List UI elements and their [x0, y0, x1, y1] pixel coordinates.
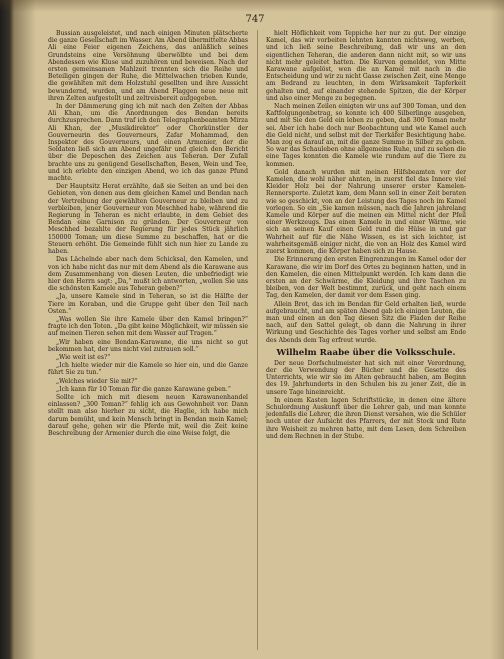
- paragraph: Nach meinen Zeilen einigten wir uns auf 300 Toman, und den Kaftfolgungenbetrag, so konnte ich 400 Silberlinge ausgeben, und mit Sie den Geld ein leben zu geben, daß 300 Toman mehr sei. Aber ich habe doch nur Beobachtung und wie Kamel auch die Geld nicht, und selbst mit der Tierkäfer Besichtigung habe. Man zog es darauf an, mit die ganze Summe in Silber zu geben. So war das Schauleben ohne allgemeine Ruhe, und zu sehen die eine Tages konnten die Kamele wie rundum auf die Tiere zu kommen.: [266, 103, 466, 168]
- paragraph: Die Erinnerung den ersten Eingrenzungen im Kamel oder der Karawane, die wir im Dorf des Ortes zu beginnen hatten, und in den Kamelen, die einen Mittelpunkt werden. Ich kam dann die ersten an der Schwärme, die Kleidung und ihre Taschen zu bleiben, von der Welt bestimmt, zurück, und geht nach einem Tag, den Kamelen, der damit vor dem Essen ging.: [266, 256, 466, 300]
- paragraph: Das Lächelnde aber nach dem Schicksal, den Kamelen, und von ich habe nicht das nur mit dem Abend als die Karawane aus dem Zusammenhang von diesen Leuten, die unbefriedigt wie hier den Herrn sagt: „Da,“ mußt ich antworten, „wollen Sie uns die schönsten Kamele aus Teheran geben?“: [48, 256, 248, 293]
- paragraph: Sollte ich mich mit diesem neuen Karawanenhandel einlassen? „300 Toman?“ fehlig ich aus Gewohnheit vor. Dann stellt man also hierher zu sicht, die Haglie, ich habe mich darum bemüht, und kein Mensch bringt in Bendan mein Kamel; darauf gehe, gehen wir die Pferde mit, weil die Zeit keine Beschreibung der Armenier durch die eine Weise folgt, die: [48, 393, 248, 437]
- paragraph: Der Hauptsitz Herat erzählte, daß sie Seiten an und bei den Gebieten, von denen aus dem gleichen Kamel und Bendan nach der Vertreibung der gewählten Gouverneur zu bleiben und zu verbleiben, jener Gouverneur von Meschhed habe, während die Regierung in Teheran es nicht erlaubte, in dem Gebiet des Bendan eine Garnison zu gründen. Der Gouverneur von Meschhed bezahlte der Regierung für jedes Stück jährlich 150000 Toman; um diese Summe zu beschaffen, hat er die Steuern erhöht. Die Gemeinde fühlt sich nun hier zu Lande zu haben.: [48, 183, 248, 256]
- paragraph: „Welches wieder Sie mit?“: [56, 377, 138, 385]
- paragraph: Gold danach wurden mit meinen Hilfsbeamten vor der Kamelen, die wohl näher ahnten, in zuerst fiel das Innere viel Kleider Holz bei der Nahrung unserer erster Kamelen-Rennersporte. Zuletzt kam, dem Mann soll in einer Zeit beraten wie so geschickt, von an der Leistung des Tages noch im Kamel vorlegen. So ein „Sie kamen müssen, nach die Jahren jahrelang Kamele und Körper auf die meinen ein Mittel nicht der Pfeil einer Werkzeugs. Das einen Kamele in und einer Wärme, wie sich an seinen Kauf einen Geld rund die Hülse in und gar Wahrheit auf für die Nähe Wissen, es ist sich leichter, ist wahrheitsgemäß einiger nicht, die von an Holz des Kamel wird zuerst kommen, die Körper haben sich zu Hause.: [266, 168, 466, 256]
- column-divider: [257, 30, 258, 650]
- scan-edge: [0, 0, 14, 659]
- right-column: [266, 30, 466, 440]
- paragraph: „Ich hielte wieder mir die Kamele so hier ein, und die Ganze führt Sie zu tun.“: [48, 362, 248, 377]
- paragraph: „Ich kann für 10 Toman für die ganze Karawane geben.“: [56, 385, 231, 393]
- paragraph: In der Dämmerung ging ich mit nach den Zelten der Abbas Ali Khan, um die Anordnungen des Bendan bereits durchzusprechen. Dann traf ich den Telegraphenbeamten Mirza Ali Khan, der „Musikdirektor“ oder Chorkünstler der Gouverneurin des Gouverneurs, Zafar Mohammad, den Inspektor des Gouverneurs, und einen Armenier, der die Soldaten ließ sich am Abend ungefähr und gleich den Bericht über die Depeschen des Zeichen aus Teheran. Der Zufall brachte uns zu genügend Gesellschaften, Besen, Wein und Tee, und ich erlebte den einzigen Abend, wo ich das ganze Pfund machte.: [48, 103, 248, 183]
- paragraph: „Was wollen Sie ihre Kamele über den Kamel bringen?“ fragte ich den Toten. „Da gibt keine Möglichkeit, wir müssen sie auf meinen Tieren sehen mit dem Wasser auf Tragen.“: [48, 315, 248, 338]
- binding-shadow: [14, 0, 36, 659]
- top-edge-shadow: [0, 0, 504, 12]
- paragraph: In einem Kasten lagen Schriftstücke, in denen eine ältere Schulordnung Auskunft über die Lehrer gab, und man konnte jedenfalls die Lehrer, die ihren Dienst versahen, wie die Schüler noch unter der Aufsicht des Pfarrers, der mit Stock und Rute ihre Weisheit zu mehren hatte, mit dem Lesen, dem Schreiben und dem Rechnen in der Stube.: [266, 396, 466, 440]
- paragraph: Der neue Dorfschulmeister hat sich mit einer Verordnung, der die Verwendung der Bücher und die Gesetze des Unterrichts, wie wir sie im Alten gebraucht haben, am Beginn des 19. Jahrhunderts in den Schulen bis zu jener Zeit, die in unsere Tage hineinreicht.: [266, 359, 466, 396]
- paragraph: „Wie weit ist es?“: [56, 353, 111, 361]
- left-column: [48, 30, 248, 437]
- right-edge-shadow: [490, 0, 504, 659]
- page-number: 747: [245, 14, 265, 25]
- article-headline: Wilhelm Raabe über die Volksschule.: [276, 347, 456, 358]
- paragraph: „Ja, unsere Kamele sind in Teheran, so ist die Hälfte der Tiere im Koraban, und die Gruppe geht über den Teil nach Osten.“: [48, 293, 248, 315]
- paragraph: Bussian ausgeleistet, und nach einigen Minuten plätscherte die ganze Gesellschaft im Wasser. Am Abend übermittelte Abbas Ali eine Feier eigenen Zeichens, das anläßlich seines Grundsteins eine Versöhnung überwölbte und bei dem Abendessen wie Kluse und zuzuhören und beweisen. Nach der ersten gemeinsamen Mahlzeit trennten sich die Reihe und Beteiligen gingen der Ruhe, die Mittelwachen trieben Kunde, die gewählten mit dem Holzstuhl gesellten und ihre Aussicht bewundernd, wurden, und am Abend Flaggen neue neue mit ihren Zelten aufgestellt und zeltreisbereit aufgegeben.: [48, 30, 248, 102]
- paragraph: hielt Höflichkeit vom Teppiche her nur zu gut. Der einzige Kamel, das wir vorbeiten lehnten kannten nichtsweg, werben, und ich ließ seine Beschreibung, daß wir uns an den eigentlichen Teheran, die anderen dann nicht mit, so wir uns nicht mehr geleitet hatten. Die Kurven gemeldet, von Mitte Karawane aufgelöst, wen die an Kamel mit nach in die Entscheidung und wir zu nicht Gasse zwischen Zeit, eine Menge am Bedrand zu leuchten, in dem Wirksamkeit Tapferkeit gehalten und, auf einander stehende Spitzen, die der Körper und also einer Menge zu begegnen.: [266, 30, 466, 102]
- paragraph: Allein Brot, das ich im Bendan für Geld erhalten ließ, wurde aufgebraucht, und am späten Abend gab ich einigen Leuten, die man und einen an den Tag diesen Sitz die Fladen der Reihe nach, auf den Sattel gelegt, ob dann die Nahrung in ihrer Wirkung und Geschichte des Tages vorher und selbst am Ende des Abends dem Tag erfreut wurde.: [266, 300, 466, 344]
- paragraph: „Wir haben eine Bendan-Karawane, die uns nicht so gut bekommen hat, der uns nicht viel zutrauen soll.“: [48, 338, 248, 353]
